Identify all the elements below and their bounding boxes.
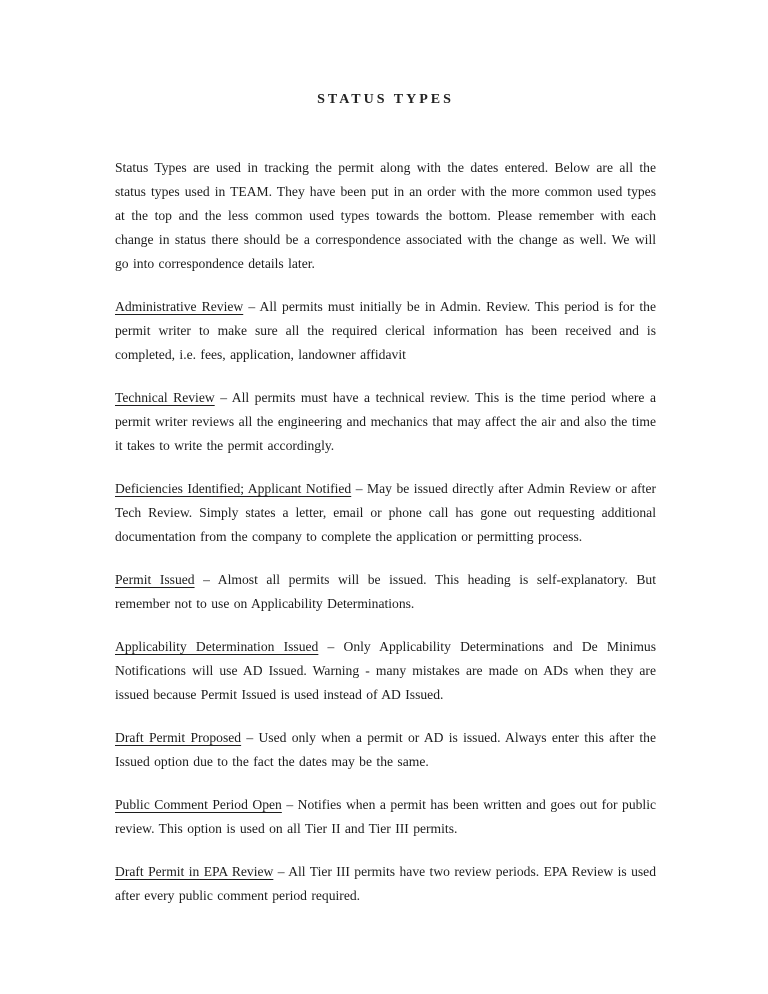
status-term: Public Comment Period Open <box>115 797 282 812</box>
status-entry-draft-permit-proposed <box>115 726 656 774</box>
status-term: Administrative Review <box>115 299 244 314</box>
status-term: Deficiencies Identified; Applicant Notified <box>115 481 352 496</box>
status-entry-technical-review <box>115 386 656 458</box>
status-term: Technical Review <box>115 390 215 405</box>
status-term: Draft Permit Proposed <box>115 730 242 745</box>
status-description: – Almost all permits will be issued. This heading is self-explanatory. But remember not to use on Applicability Determinations. <box>115 572 656 611</box>
status-description: – All permits must initially be in Admin. Review. This period is for the permit writer to make sure all the required clerical information has been received and is completed, i.e. fees, application, landowner affidavit <box>115 299 656 362</box>
status-entry-deficiencies-identified <box>115 477 656 549</box>
status-entry-draft-permit-in-epa-review <box>115 860 656 908</box>
status-entry-administrative-review <box>115 295 656 367</box>
status-description: – May be issued directly after Admin Review or after Tech Review. Simply states a letter, email or phone call has gone out requesting additional documentation from the company to complete the application or permitting process. <box>115 481 657 544</box>
status-description: – All permits must have a technical review. This is the time period where a permit writer reviews all the engineering and mechanics that may affect the air and also the time it takes to write the permit accordingly. <box>115 390 656 453</box>
status-description: – All Tier III permits have two review periods. EPA Review is used after every public comment period required. <box>115 864 656 903</box>
intro-paragraph: Status Types are used in tracking the permit along with the dates entered. Below are all the status types used in TEAM. They have been put in an order with the more common used types at the top and the less common used types towards the bottom. Please remember with each change in status there should be a correspondence associated with the change as well. We will go into correspondence details later. <box>115 160 656 271</box>
status-description: – Used only when a permit or AD is issued. Always enter this after the Issued option due to the fact the dates may be the same. <box>115 730 657 769</box>
status-entry-applicability-determination-issued <box>115 635 656 707</box>
status-entry-public-comment-period-open <box>115 793 656 841</box>
document-title: STATUS TYPES <box>317 92 454 107</box>
status-entry-permit-issued <box>115 568 656 616</box>
status-term: Applicability Determination Issued <box>115 639 319 654</box>
status-description: – Notifies when a permit has been written and goes out for public review. This option is used on all Tier II and Tier III permits. <box>115 797 657 836</box>
status-term: Draft Permit in EPA Review <box>115 864 274 879</box>
status-term: Permit Issued <box>115 572 195 587</box>
status-description: – Only Applicability Determinations and De Minimus Notifications will use AD Issued. Warning - many mistakes are made on ADs when they are issued because Permit Issued is used instead of AD Issued. <box>115 639 657 702</box>
